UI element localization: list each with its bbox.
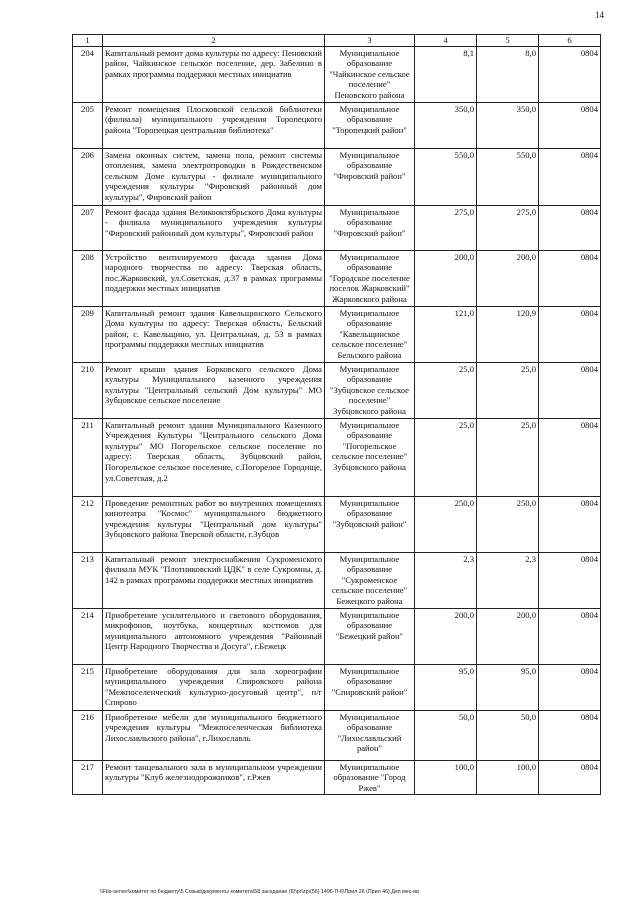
- row-section-code: 0804: [539, 418, 601, 496]
- row-recipient: Муниципальное образование "Лихославльский район": [325, 710, 415, 760]
- file-path-footer: \\File-server\комитет по бюджету\5 Созыв\документы комитета\58 заседание (6)\pr\zp\(56) 1496-П-6\Прил 26 (Прил 46) Деп мес-ив: [100, 889, 419, 895]
- row-amount-actual: 8,0: [477, 46, 539, 102]
- row-recipient: Муниципальное образование "Фировский район": [325, 148, 415, 205]
- table-row: [73, 46, 601, 102]
- row-recipient: Муниципальное образование "Фировский район": [325, 205, 415, 250]
- table-row: [73, 306, 601, 362]
- row-description: Капитальный ремонт здания Муниципального Казенного Учреждения Культуры "Центрального сельского Дома культуры" МО Погорельское сельское поселение по адресу: Тверская область, Зубцовский район, Погорельское сельское поселение, с.Погорелое Городище, ул.Советская, д.2: [103, 418, 325, 496]
- row-section-code: 0804: [539, 148, 601, 205]
- row-description: Устройство вентилируемого фасада здания Дома народного творчества по адресу: Тверская область, пос.Жарковский, ул.Советская, д.37 в рамках программы поддержки местных инициатив: [103, 250, 325, 306]
- row-amount-planned: 350,0: [415, 102, 477, 148]
- row-amount-planned: 200,0: [415, 608, 477, 664]
- row-number: 208: [73, 250, 103, 306]
- row-amount-planned: 25,0: [415, 362, 477, 418]
- row-recipient: Муниципальное образование "Кавельщинское сельское поселение" Бельского района: [325, 306, 415, 362]
- row-description: Приобретение мебели для муниципального бюджетного учреждения культуры "Межпоселенческая библиотека Лихославльского района", г.Лихославль: [103, 710, 325, 760]
- table-row: [73, 102, 601, 148]
- row-section-code: 0804: [539, 608, 601, 664]
- row-section-code: 0804: [539, 552, 601, 608]
- row-amount-planned: 550,0: [415, 148, 477, 205]
- row-recipient: Муниципальное образование "Торопецкий район": [325, 102, 415, 148]
- row-recipient: Муниципальное образование "Зубцовское сельское поселение" Зубцовского района: [325, 362, 415, 418]
- row-section-code: 0804: [539, 760, 601, 795]
- row-section-code: 0804: [539, 710, 601, 760]
- row-description: Приобретение оборудования для зала хореографии муниципального учреждения Спировского района "Межпоселенческий культурно-досуговый центр", п/г Спирово: [103, 664, 325, 710]
- row-amount-planned: 25,0: [415, 418, 477, 496]
- row-section-code: 0804: [539, 250, 601, 306]
- row-amount-planned: 95,0: [415, 664, 477, 710]
- row-amount-actual: 95,0: [477, 664, 539, 710]
- row-recipient: Муниципальное образование "Городское поселение поселок Жарковский" Жарковского района: [325, 250, 415, 306]
- row-amount-planned: 50,0: [415, 710, 477, 760]
- table-row: [73, 205, 601, 250]
- row-section-code: 0804: [539, 205, 601, 250]
- row-amount-planned: 2,3: [415, 552, 477, 608]
- row-amount-actual: 200,0: [477, 608, 539, 664]
- header-col-4: 4: [415, 35, 477, 47]
- row-amount-actual: 120,9: [477, 306, 539, 362]
- row-amount-actual: 50,0: [477, 710, 539, 760]
- row-section-code: 0804: [539, 306, 601, 362]
- row-number: 210: [73, 362, 103, 418]
- row-description: Ремонт помещения Плосковской сельской библиотеки (филиала) муниципального учреждения Торопецкого района "Торопецкая центральная библиотека": [103, 102, 325, 148]
- row-amount-planned: 8,1: [415, 46, 477, 102]
- row-number: 217: [73, 760, 103, 795]
- row-number: 205: [73, 102, 103, 148]
- row-amount-actual: 100,0: [477, 760, 539, 795]
- table-header: [73, 35, 601, 47]
- row-description: Ремонт танцевального зала в муниципальном учреждении культуры "Клуб железнодорожников", г.Ржев: [103, 760, 325, 795]
- row-recipient: Муниципальное образование "Чайкинское сельское поселение" Пеновского района: [325, 46, 415, 102]
- row-recipient: Муниципальное образование "Погорельское сельское поселение" Зубцовского района: [325, 418, 415, 496]
- row-amount-actual: 250,0: [477, 496, 539, 552]
- appropriations-table: [72, 34, 601, 795]
- row-recipient: Муниципальное образование "Сукроменское сельское поселение" Бежецкого района: [325, 552, 415, 608]
- row-number: 215: [73, 664, 103, 710]
- table-row: [73, 710, 601, 760]
- row-amount-actual: 275,0: [477, 205, 539, 250]
- row-description: Ремонт фасада здания Великооктябрьского Дома культуры - филиала муниципального учреждения культуры "Фировский районный дом культуры", Фировский район: [103, 205, 325, 250]
- table-row: [73, 496, 601, 552]
- row-number: 216: [73, 710, 103, 760]
- row-amount-planned: 275,0: [415, 205, 477, 250]
- row-section-code: 0804: [539, 664, 601, 710]
- row-amount-planned: 100,0: [415, 760, 477, 795]
- row-recipient: Муниципальное образование "Бежецкий район": [325, 608, 415, 664]
- row-number: 212: [73, 496, 103, 552]
- row-description: Проведение ремонтных работ во внутренних помещениях кинотеатра "Космос" муниципального бюджетного учреждения культуры "Центральный дом культуры" Зубцовского района Тверской области, г.Зубцов: [103, 496, 325, 552]
- table-row: [73, 148, 601, 205]
- row-amount-planned: 200,0: [415, 250, 477, 306]
- row-number: 207: [73, 205, 103, 250]
- row-amount-actual: 2,3: [477, 552, 539, 608]
- row-number: 214: [73, 608, 103, 664]
- row-number: 213: [73, 552, 103, 608]
- row-amount-actual: 25,0: [477, 418, 539, 496]
- row-description: Капитальный ремонт электроснабжения Сукроменского филиала МУК "Плотниковский ЦДК" в селе Сукромны, д. 142 в рамках программы поддержки местных инициатив: [103, 552, 325, 608]
- header-col-2: 2: [103, 35, 325, 47]
- header-col-1: 1: [73, 35, 103, 47]
- row-section-code: 0804: [539, 362, 601, 418]
- row-description: Капитальный ремонт дома культуры по адресу: Пеновский район, Чайкинское сельское поселение, дер. Забелино в рамках программы поддержки местных инициатив: [103, 46, 325, 102]
- row-recipient: Муниципальное образование "Спировский район": [325, 664, 415, 710]
- row-description: Приобретение усилительного и светового оборудования, микрофонов, ноутбука, концертных костюмов для муниципального автономного учреждения "Районный Центр Народного Творчества и Досуга", г.Бежецк: [103, 608, 325, 664]
- header-col-6: 6: [539, 35, 601, 47]
- row-section-code: 0804: [539, 102, 601, 148]
- row-recipient: Муниципальное образование "Город Ржев": [325, 760, 415, 795]
- table-row: [73, 250, 601, 306]
- row-amount-actual: 550,0: [477, 148, 539, 205]
- table-row: [73, 552, 601, 608]
- table-row: [73, 418, 601, 496]
- table-row: [73, 362, 601, 418]
- row-number: 204: [73, 46, 103, 102]
- table-body: [73, 46, 601, 795]
- row-section-code: 0804: [539, 46, 601, 102]
- row-amount-planned: 250,0: [415, 496, 477, 552]
- header-col-5: 5: [477, 35, 539, 47]
- row-section-code: 0804: [539, 496, 601, 552]
- table-row: [73, 664, 601, 710]
- row-description: Ремонт крыши здания Борковского сельского Дома культуры Муниципального казенного учреждения культуры "Центральный сельский Дом культуры" МО Зубцовское сельское поселение: [103, 362, 325, 418]
- row-number: 209: [73, 306, 103, 362]
- table-row: [73, 760, 601, 795]
- table-row: [73, 608, 601, 664]
- row-amount-actual: 200,0: [477, 250, 539, 306]
- row-description: Замена оконных систем, замена пола, ремонт системы отопления, замена электропроводки в Рождественском сельском Доме культуры - филиале муниципального учреждения культуры "Фировский районный дом культуры", Фировский район: [103, 148, 325, 205]
- row-description: Капитальный ремонт здания Кавельщинского Сельского Дома культуры по адресу: Тверская область, Бельский район, с. Кавельщино, ул. Центральная, д. 53 в рамках программы поддержки местных инициатив: [103, 306, 325, 362]
- row-amount-planned: 121,0: [415, 306, 477, 362]
- row-recipient: Муниципальное образование "Зубцовский район": [325, 496, 415, 552]
- row-amount-actual: 25,0: [477, 362, 539, 418]
- row-amount-actual: 350,0: [477, 102, 539, 148]
- row-number: 211: [73, 418, 103, 496]
- header-col-3: 3: [325, 35, 415, 47]
- page-number: 14: [595, 10, 604, 20]
- row-number: 206: [73, 148, 103, 205]
